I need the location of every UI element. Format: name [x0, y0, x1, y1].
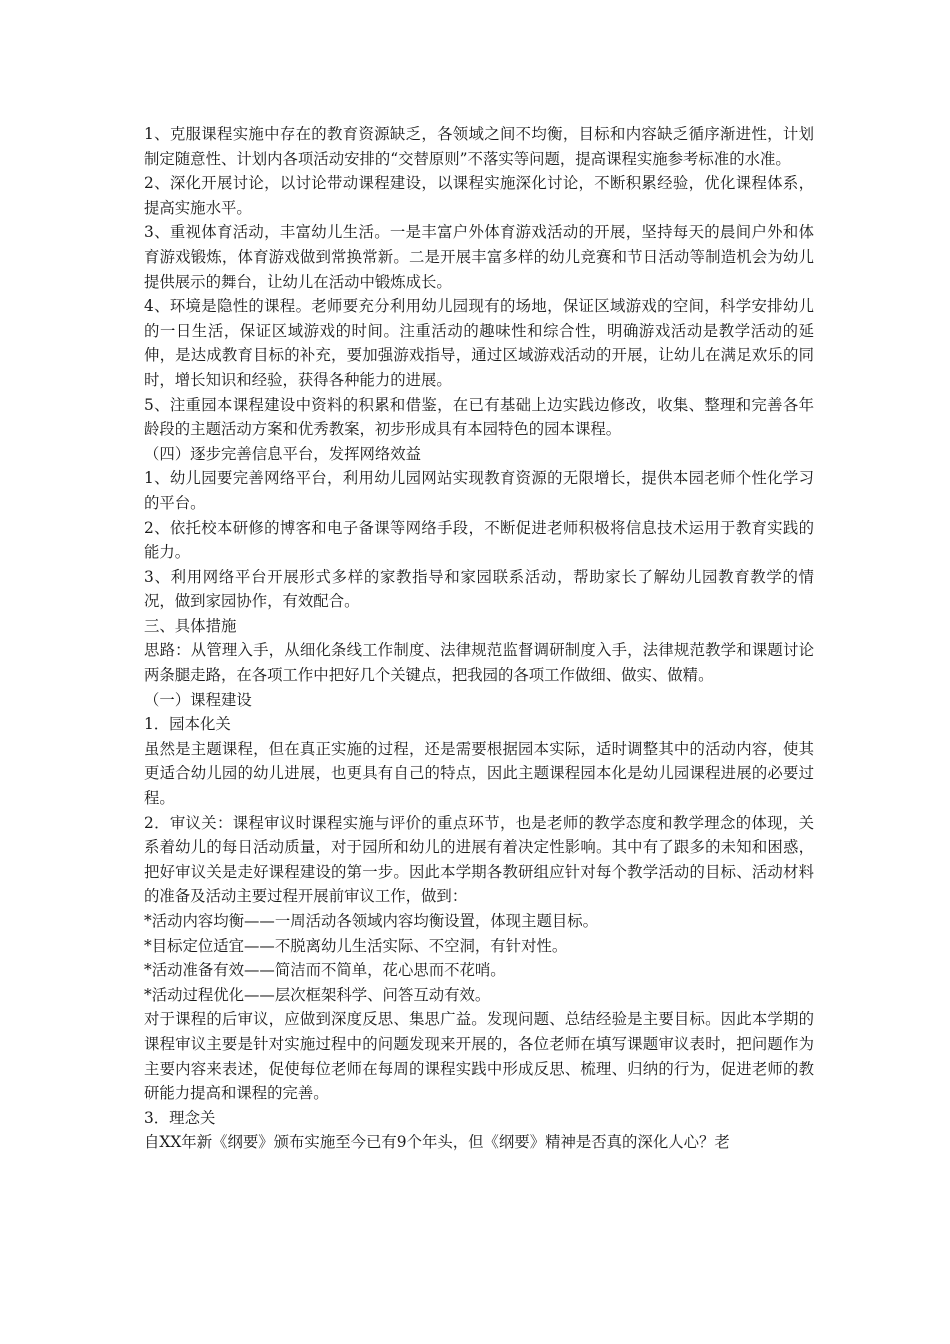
- paragraph-localization: 虽然是主题课程，但在真正实施的过程，还是需要根据园本实际，适时调整其中的活动内容，使其更适合幼儿园的幼儿进展，也更具有自己的特点，因此主题课程园本化是幼儿园课程进展的必要过程。: [144, 739, 814, 808]
- paragraph-review: 2．审议关：课程审议时课程实施与评价的重点环节，也是老师的教学态度和教学理念的体现，关系着幼儿的每日活动质量，对于园所和幼儿的进展有着决定性影响。其中有了跟多的未知和困惑，把好审议关是走好课程建设的第一步。因此本学期各教研组应针对每个教学活动的目标、活动材料的准备及活动主要过程开展前审议工作，做到：: [144, 813, 814, 906]
- paragraph-network-1: 1、幼儿园要完善网络平台，利用幼儿园网站实现教育资源的无限增长，提供本园老师个性化学习的平台。: [144, 469, 814, 512]
- list-item-goal-positioning: *目标定位适宜——不脱离幼儿生活实际、不空洞，有针对性。: [144, 936, 568, 955]
- paragraph-network-3: 3、利用网络平台开展形式多样的家教指导和家园联系活动，帮助家长了解幼儿园教育教学的情况，做到家园协作，有效配合。: [144, 567, 814, 611]
- paragraph-course-issue-5: 5、注重园本课程建设中资料的积累和借鉴，在已有基础上边实践边修改，收集、整理和完善各年龄段的主题活动方案和优秀教案，初步形成具有本园特色的园本课程。: [144, 395, 814, 439]
- paragraph-network-2: 2、依托校本研修的博客和电子备课等网络手段，不断促进老师积极将信息技术运用于教育实践的能力。: [144, 518, 814, 562]
- heading-specific-measures: 三、具体措施: [144, 616, 237, 635]
- paragraph-approach: 思路：从管理入手，从细化条线工作制度、法律规范监督调研制度入手，法律规范教学和课题讨论两条腿走路，在各项工作中把好几个关键点，把我园的各项工作做细、做实、做精。: [144, 641, 814, 685]
- paragraph-course-issue-3: 3、重视体育活动，丰富幼儿生活。一是丰富户外体育游戏活动的开展，坚持每天的晨间户外和体育游戏锻炼，体育游戏做到常换常新。二是开展丰富多样的幼儿竞赛和节日活动等制造机会为幼儿提供展示的舞台，让幼儿在活动中锻炼成长。: [144, 223, 814, 291]
- list-item-content-balance: *活动内容均衡——一周活动各领域内容均衡设置，体现主题目标。: [144, 912, 599, 930]
- document-page: [144, 122, 814, 1155]
- paragraph-course-issue-1: 1、克服课程实施中存在的教育资源缺乏，各领域之间不均衡，目标和内容缺乏循序渐进性，计划制定随意性、计划内各项活动安排的“交替原则”不落实等问题，提高课程实施参考标准的水准。: [144, 125, 814, 168]
- paragraph-post-review: 对于课程的后审议，应做到深度反思、集思广益。发现问题、总结经验是主要目标。因此本学期的课程审议主要是针对实施过程中的问题发现来开展的，各位老师在填写课题审议表时，把问题作为主要内容来表述，促使每位老师在每周的课程实践中形成反思、梳理、归纳的行为，促进老师的教研能力提高和课程的完善。: [144, 1010, 814, 1103]
- paragraph-course-issue-2: 2、深化开展讨论，以讨论带动课程建设，以课程实施深化讨论，不断积累经验，优化课程体系，提高实施水平。: [144, 174, 814, 217]
- paragraph-course-issue-4: 4、环境是隐性的课程。老师要充分利用幼儿园现有的场地，保证区域游戏的空间，科学安排幼儿的一日生活，保证区域游戏的时间。注重活动的趣味性和综合性，明确游戏活动是教学活动的延伸，是达成教育目标的补充，要加强游戏指导，通过区域游戏活动的开展，让幼儿在满足欢乐的同时，增长知识和经验，获得各种能力的进展。: [144, 297, 814, 389]
- list-item-process-optimization: *活动过程优化——层次框架科学、问答互动有效。: [144, 985, 491, 1004]
- heading-course-building: （一）课程建设: [144, 690, 252, 709]
- paragraph-concept: 自XX年新《纲要》颁布实施至今已有9个年头，但《纲要》精神是否真的深化人心？老: [144, 1133, 730, 1152]
- list-item-preparation: *活动准备有效——简洁而不简单，花心思而不花哨。: [144, 961, 506, 980]
- heading-concept: 3．理念关: [144, 1108, 216, 1127]
- heading-localization: 1．园本化关: [144, 715, 231, 734]
- heading-section-four: （四）逐步完善信息平台，发挥网络效益: [144, 444, 422, 463]
